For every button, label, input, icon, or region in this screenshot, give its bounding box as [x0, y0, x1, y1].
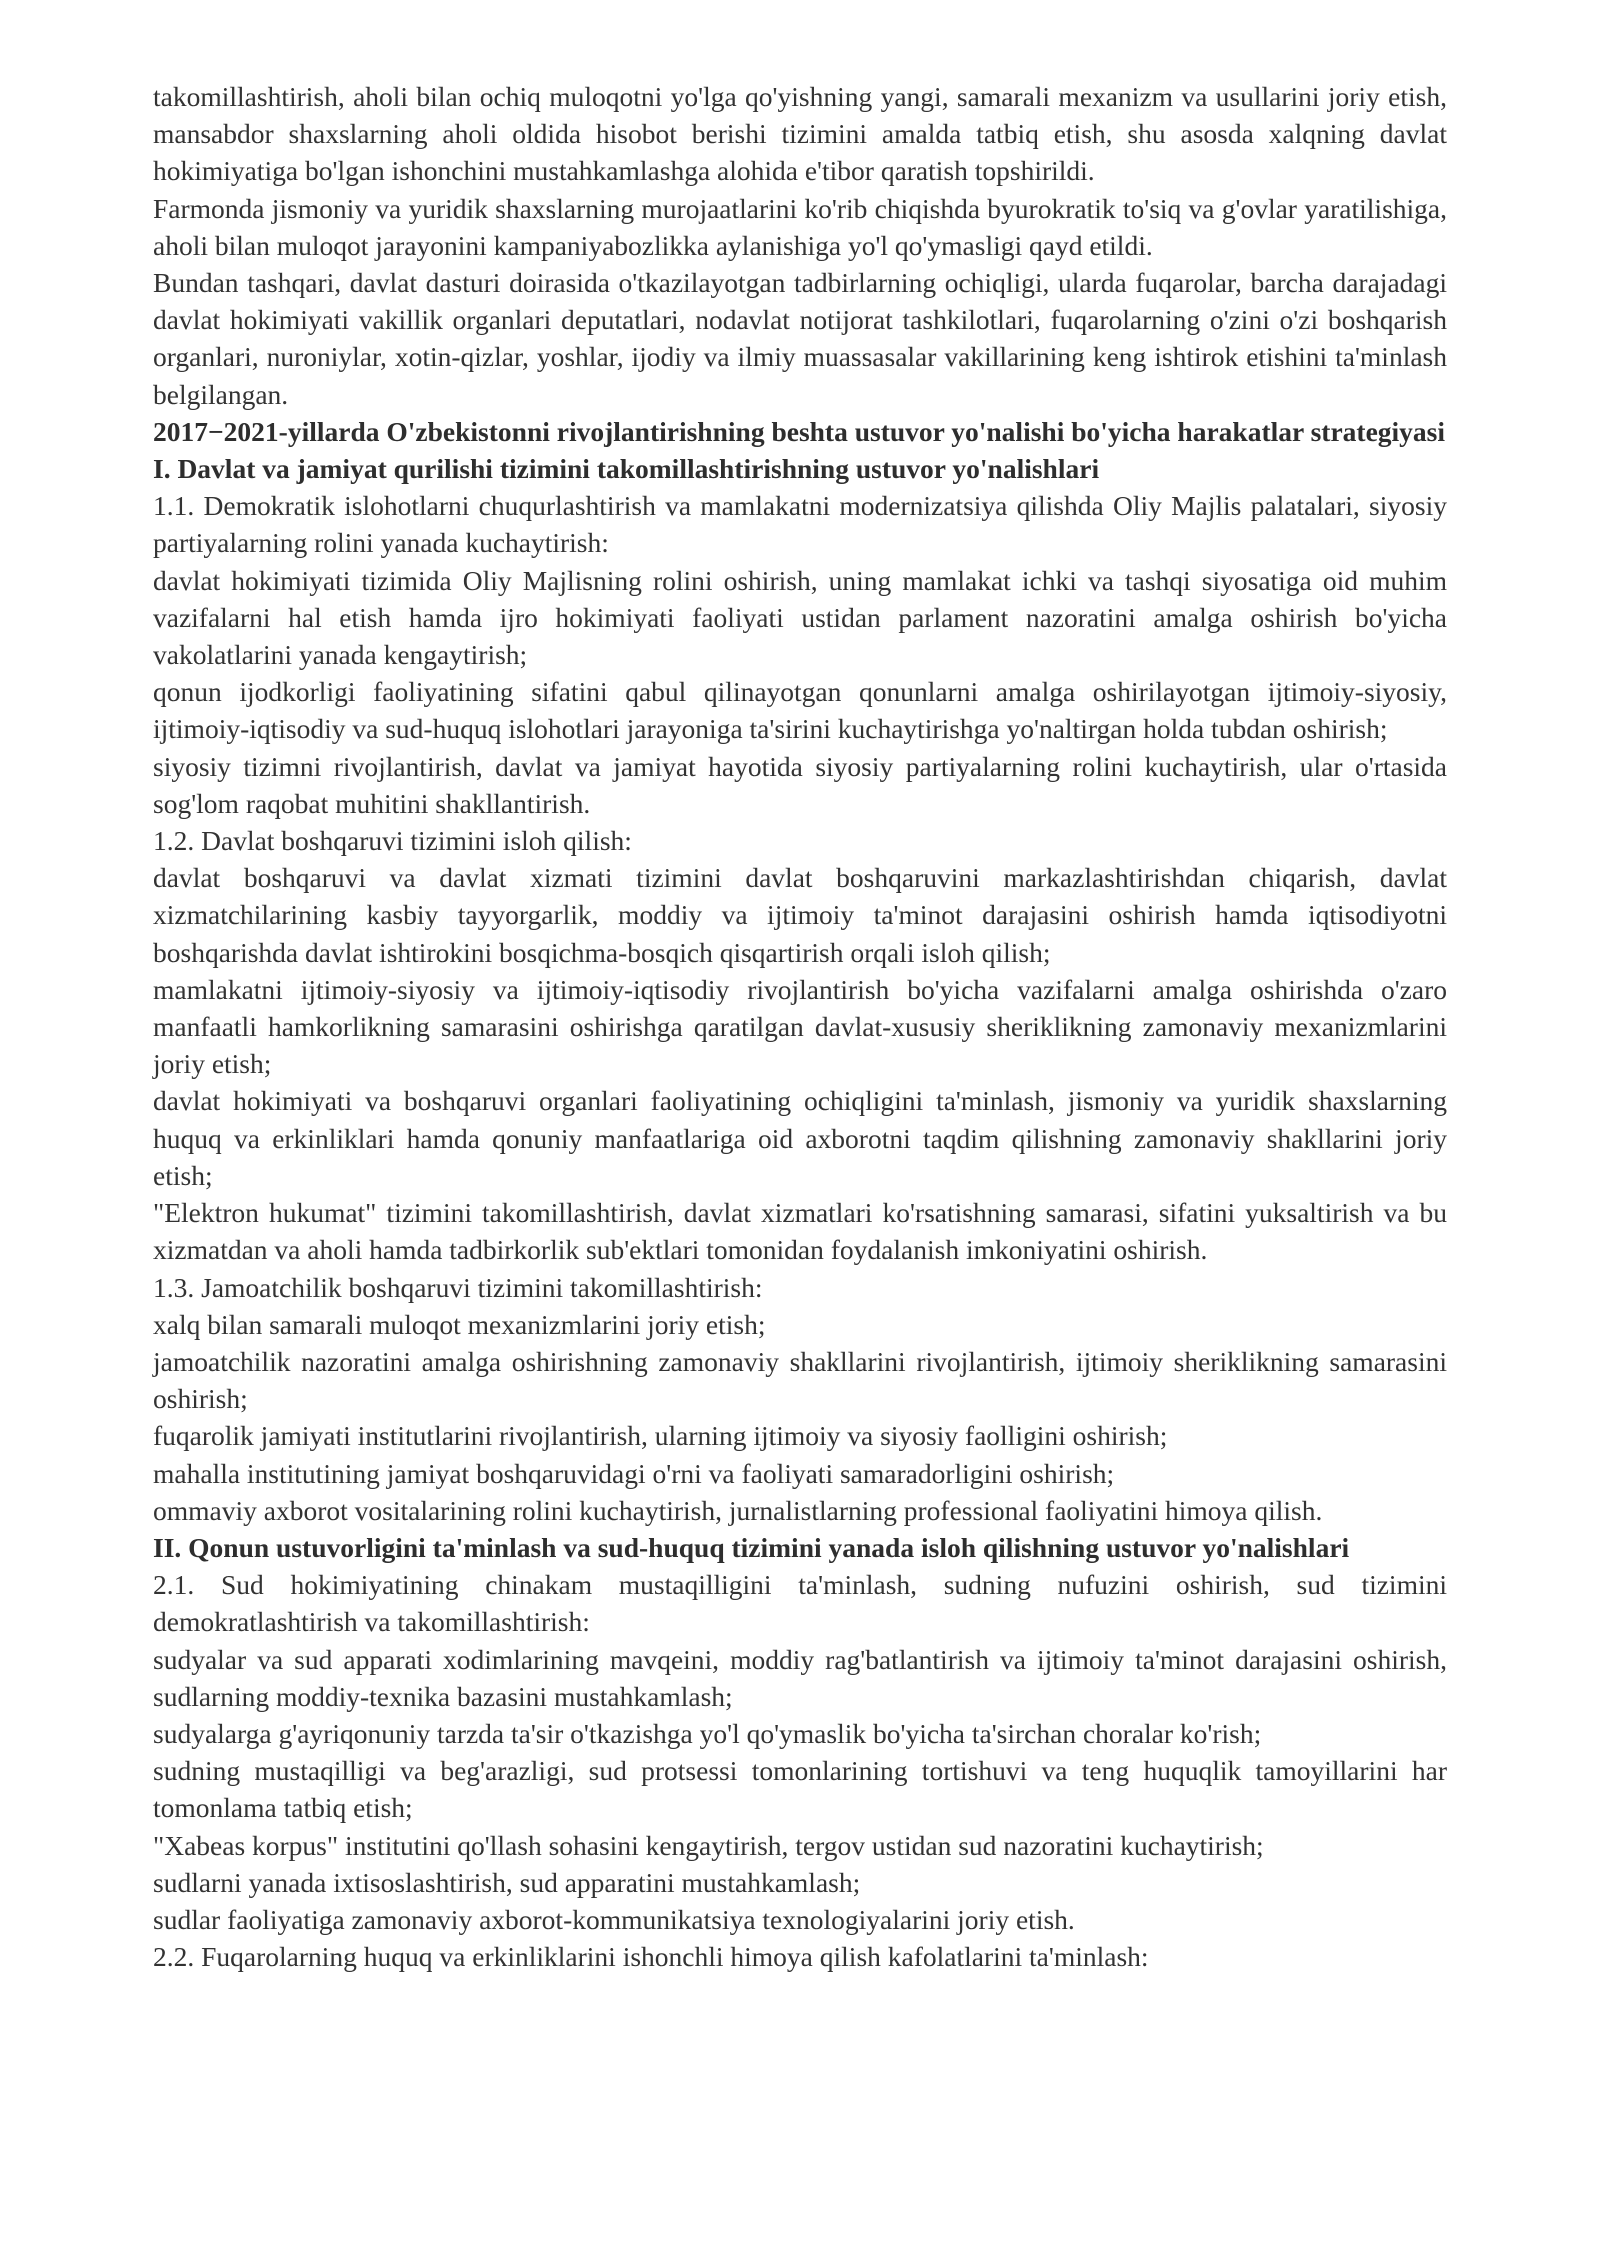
list-item: "Elektron hukumat" tizimini takomillashtirish, davlat xizmatlari ko'rsatishning samarasi, sifatini yuksaltirish va bu xizmatdan va aholi hamda tadbirkorlik sub'ektlari tomonidan foydalanish imkoniyatini oshirish. — [153, 1197, 1447, 1266]
subsection-2-2: 2.2. Fuqarolarning huquq va erkinliklarini ishonchli himoya qilish kafolatlarini ta'minlash: — [153, 1941, 1149, 1973]
subsection-1-3: 1.3. Jamoatchilik boshqaruvi tizimini takomillashtirish: — [153, 1271, 763, 1303]
list-item: mahalla institutining jamiyat boshqaruvidagi o'rni va faoliyati samaradorligini oshirish; — [153, 1457, 1115, 1489]
subsection-1-1: 1.1. Demokratik islohotlarni chuqurlashtirish va mamlakatni modernizatsiya qilishda Oliy Majlis palatalari, siyosiy partiyalarning rolini yanada kuchaytirish: — [153, 490, 1447, 559]
list-item: qonun ijodkorligi faoliyatining sifatini qabul qilinayotgan qonunlarni amalga oshirilayotgan ijtimoiy-siyosiy, ijtimoiy-iqtisodiy va sud-huquq islohotlari jarayoniga ta'sirini kuchaytirishga yo'naltirgan holda tubdan oshirish; — [153, 676, 1447, 745]
list-item: siyosiy tizimni rivojlantirish, davlat va jamiyat hayotida siyosiy partiyalarning rolini kuchaytirish, ular o'rtasida sog'lom raqobat muhitini shakllantirish. — [153, 750, 1447, 819]
list-item: sudyalarga g'ayriqonuniy tarzda ta'sir o'tkazishga yo'l qo'ymaslik bo'yicha ta'sirchan choralar ko'rish; — [153, 1717, 1262, 1749]
list-item: mamlakatni ijtimoiy-siyosiy va ijtimoiy-iqtisodiy rivojlantirish bo'yicha vazifalarni amalga oshirishda o'zaro manfaatli hamkorlikning samarasini oshirishga qaratilgan davlat-xususiy sheriklikning zamonaviy mexanizmlarini joriy etish; — [153, 973, 1447, 1080]
section-heading-2: II. Qonun ustuvorligini ta'minlash va sud-huquq tizimini yanada isloh qilishning ustuvor yo'nalishlari — [153, 1531, 1350, 1563]
list-item: fuqarolik jamiyati institutlarini rivojlantirish, ularning ijtimoiy va siyosiy faolligini oshirish; — [153, 1420, 1168, 1452]
list-item: sudning mustaqilligi va beg'arazligi, sud protsessi tomonlarining tortishuvi va teng huquqlik tamoyillarini har tomonlama tatbiq etish; — [153, 1755, 1447, 1824]
list-item: davlat hokimiyati va boshqaruvi organlari faoliyatining ochiqligini ta'minlash, jismoniy va yuridik shaxslarning huquq va erkinliklari hamda qonuniy manfaatlariga oid axborotni taqdim qilishning zamonaviy shakllarini joriy etish; — [153, 1085, 1447, 1191]
list-item: "Xabeas korpus" institutini qo'llash sohasini kengaytirish, tergov ustidan sud nazoratini kuchaytirish; — [153, 1829, 1264, 1861]
list-item: sudlarni yanada ixtisoslashtirish, sud apparatini mustahkamlash; — [153, 1866, 861, 1898]
list-item: ommaviy axborot vositalarining rolini kuchaytirish, jurnalistlarning professional faoliyatini himoya qilish. — [153, 1494, 1323, 1526]
list-item: jamoatchilik nazoratini amalga oshirishning zamonaviy shakllarini rivojlantirish, ijtimoiy sheriklikning samarasini oshirish; — [153, 1345, 1447, 1415]
paragraph-intro-1: takomillashtirish, aholi bilan ochiq muloqotni yo'lga qo'yishning yangi, samarali mexanizm va usullarini joriy etish, mansabdor shaxslarning aholi oldida hisobot berishi tizimini amalda tatbiq etish, shu asosda xalqning davlat hokimiyatiga bo'lgan ishonchini mustahkamlashga alohida e'tibor qaratish topshirildi. — [153, 81, 1447, 187]
subsection-1-2: 1.2. Davlat boshqaruvi tizimini isloh qilish: — [153, 825, 632, 857]
document-page — [153, 78, 1447, 1975]
list-item: davlat hokimiyati tizimida Oliy Majlisning rolini oshirish, uning mamlakat ichki va tashqi siyosatiga oid muhim vazifalarni hal etish hamda ijro hokimiyati faoliyati ustidan parlament nazoratini amalga oshirish bo'yicha vakolatlarini yanada kengaytirish; — [153, 564, 1447, 671]
paragraph-intro-3: Bundan tashqari, davlat dasturi doirasida o'tkazilayotgan tadbirlarning ochiqligi, ularda fuqarolar, barcha darajadagi davlat hokimiyati vakillik organlari deputatlari, nodavlat notijorat tashkilotlari, fuqarolarning o'zini o'zi boshqarish organlari, nuroniylar, xotin-qizlar, yoshlar, ijodiy va ilmiy muassasalar vakillarining keng ishtirok etishini ta'minlash belgilangan. — [153, 267, 1447, 410]
list-item: xalq bilan samarali muloqot mexanizmlarini joriy etish; — [153, 1308, 766, 1340]
paragraph-intro-2: Farmonda jismoniy va yuridik shaxslarning murojaatlarini ko'rib chiqishda byurokratik to'siq va g'ovlar yaratilishiga, aholi bilan muloqot jarayonini kampaniyabozlikka aylanishiga yo'l qo'ymasligi qayd etildi. — [153, 192, 1447, 261]
list-item: sudlar faoliyatiga zamonaviy axborot-kommunikatsiya texnologiyalarini joriy etish. — [153, 1903, 1075, 1935]
section-heading-1: I. Davlat va jamiyat qurilishi tizimini takomillashtirishning ustuvor yo'nalishlari — [153, 453, 1100, 485]
subsection-2-1: 2.1. Sud hokimiyatining chinakam mustaqilligini ta'minlash, sudning nufuzini oshirish, sud tizimini demokratlashtirish va takomillashtirish: — [153, 1569, 1447, 1638]
strategy-title: 2017−2021-yillarda O'zbekistonni rivojlantirishning beshta ustuvor yo'nalishi bo'yicha harakatlar strategiyasi — [153, 415, 1446, 447]
list-item: sudyalar va sud apparati xodimlarining mavqeini, moddiy rag'batlantirish va ijtimoiy ta'minot darajasini oshirish, sudlarning moddiy-texnika bazasini mustahkamlash; — [153, 1643, 1447, 1712]
list-item: davlat boshqaruvi va davlat xizmati tizimini davlat boshqaruvini markazlashtirishdan chiqarish, davlat xizmatchilarining kasbiy tayyorgarlik, moddiy va ijtimoiy ta'minot darajasini oshirish hamda iqtisodiyotni boshqarishda davlat ishtirokini bosqichma-bosqich qisqartirish orqali isloh qilish; — [153, 862, 1447, 968]
